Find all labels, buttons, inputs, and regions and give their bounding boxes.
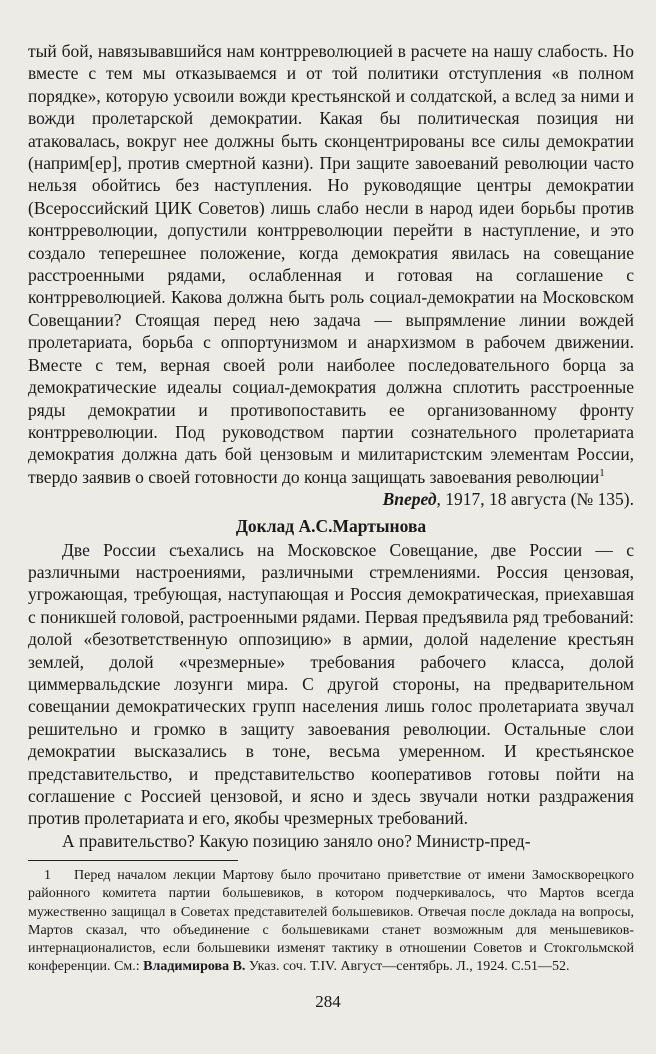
footnote-number: 1 <box>44 868 51 884</box>
book-page <box>28 40 634 976</box>
paragraph-continuation: тый бой, навязывавшийся нам контрреволюцией в расчете на нашу слабость. Но вместе с тем мы отказываемся и от той политики отступления «в полном порядке», которую усвоили вожди крестьянской и солдатской, а вслед за ними и вожди пролетарской демократии. Какая бы политическая позиция ни атаковалась, вокруг нее должны быть сконцентрированы все силы демократии (наприм[ер], против смертной казни). При защите завоеваний революции часто нельзя обойтись без наступления. Но руководящие центры демократии (Всероссийский ЦИК Советов) лишь слабо несли в народ идеи борьбы против контрреволюции, допустили контрреволюции перейти в наступление, и это создало теперешнее положение, когда демократия явилась на совещание расстроенными рядами, ослабленная и готовая на соглашение с контрреволюцией. Какова должна быть роль социал-демократии на Московском Совещании? Стоящая перед нею задача — выпрямление линии вождей пролетариата, борьба с оппортунизмом и анархизмом в рабочем движении. Вместе с тем, верная своей роли наиболее последовательного борца за демократические идеалы социал-демократия должна сплотить расстроенные ряды демократии и противопоставить ее организованному фронту контрреволюции. Под руководством партии сознательного пролетариата демократия должна дать бой цензовым и милитаристским элементам России, твердо заявив о своей готовности до конца защищать завоевания революции$^1$ <box>28 41 634 487</box>
paragraph: А правительство? Какую позицию заняло оно? Министр-пред- <box>62 830 531 851</box>
section-title: Доклад А.С.Мартынова <box>235 515 427 536</box>
footnote-author: Владимирова В. <box>143 959 246 975</box>
footnote-text: Перед началом лекции Мартову было прочитано приветствие от имени Замоскворецкого районного комитета партии большевиков, в котором подчеркивалось, что Мартов всегда мужественно защищал в Советах представителей большевиков. Отвечая после доклада на вопросы, Мартов сказал, что объединение с большевиками станет возможным для меньшевиков-интернационалистов, если большевики изменят тактику в отношении Советов и Стокгольмской конференции. См.: <box>28 868 634 975</box>
footnote-reference-text: Указ. соч. Т.IV. Август—сентябрь. Л., 1924. С.51—52. <box>245 959 570 975</box>
footnote-divider <box>28 860 238 861</box>
footnote-reference: 1 <box>599 466 605 479</box>
footnote <box>28 867 634 976</box>
publication-name: Вперед <box>382 489 437 510</box>
source-citation <box>28 488 634 510</box>
paragraph: Две России съехались на Московское Совещание, две России — с различными настроениями, различными стремлениями. Россия цензовая, угрожающая, требующая, наступающая и Россия демократическая, приехавшая с поникшей головой, растроенными рядами. Первая предъявила ряд требований: долой «безответственную оппозицию» в армии, долой наделение крестьян землей, долой «чрезмерные» требования рабочего класса, долой циммервальдские лозунги мира. С другой стороны, на предварительном совещании демократических групп населения лишь голос пролетариата звучал решительно и громко в защиту завоевания революции. Остальные слои демократии высказались в тоне, весьма умеренном. И крестьянское представительство, и представительство кооперативов готовы пойти на соглашение с Россией цензовой, и ясно и здесь звучали нотки раздражения против пролетариата и его, якобы чрезмерных требований. <box>28 539 634 829</box>
publication-details: , 1917, 18 августа (№ 135). <box>436 489 634 510</box>
page-number: 284 <box>315 992 341 1011</box>
